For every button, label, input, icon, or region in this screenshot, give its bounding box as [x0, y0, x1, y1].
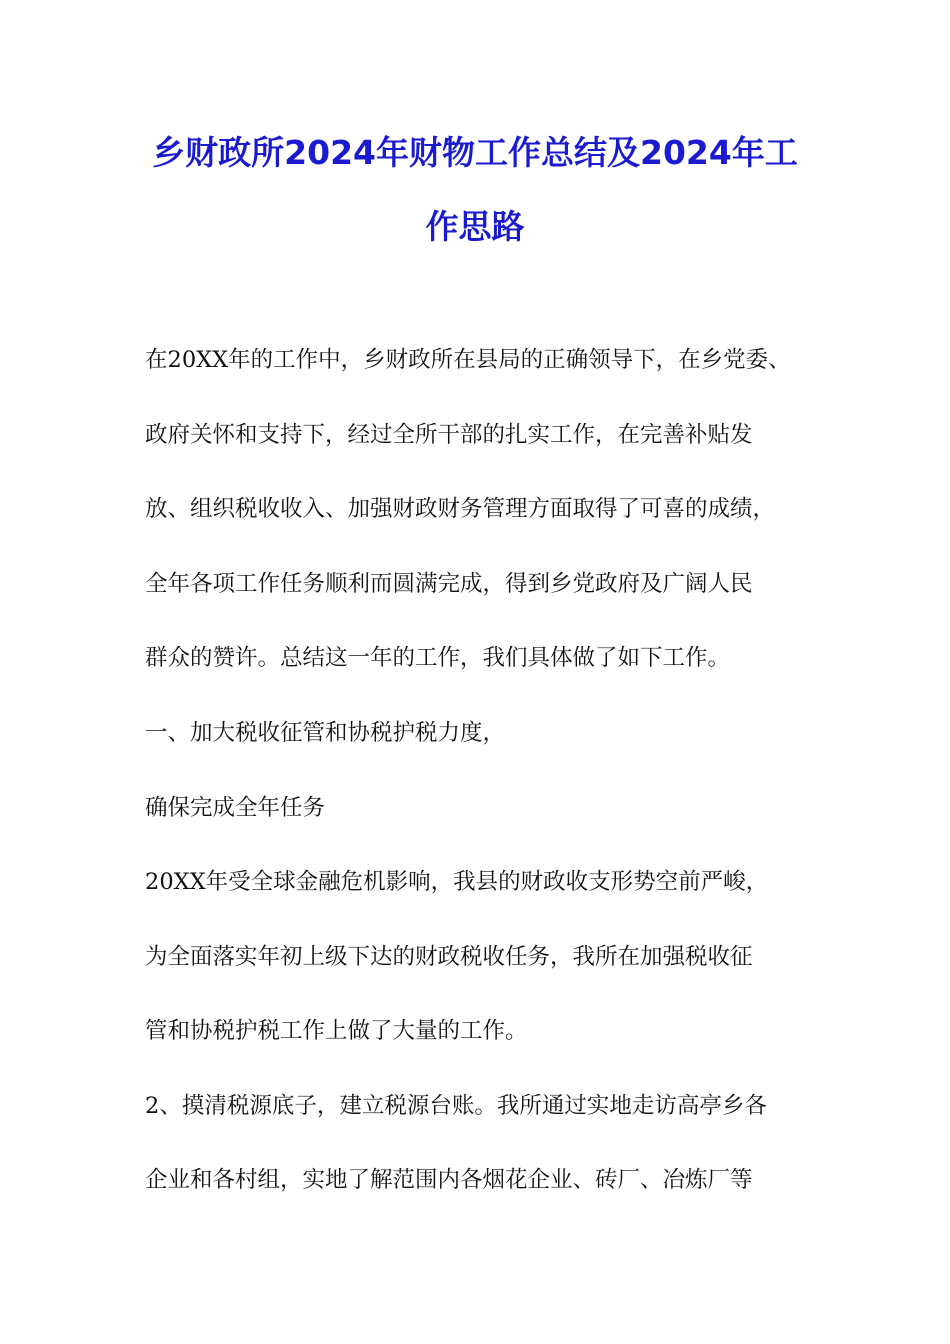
paragraph-line: 全年各项工作任务顺利而圆满完成，得到乡党政府及广阔人民	[145, 571, 753, 597]
document-title-line-2: 作思路	[425, 207, 525, 246]
paragraph-line: 在20XX年的工作中，乡财政所在县局的正确领导下，在乡党委、	[145, 347, 791, 373]
section-heading-line: 确保完成全年任务	[145, 795, 326, 821]
paragraph-line: 政府关怀和支持下，经过全所干部的扎实工作，在完善补贴发	[145, 422, 753, 448]
paragraph-line: 群众的赞许。总结这一年的工作，我们具体做了如下工作。	[145, 645, 731, 671]
paragraph-line: 管和协税护税工作上做了大量的工作。	[145, 1018, 528, 1044]
paragraph-line: 20XX年受全球金融危机影响，我县的财政收支形势空前严峻，	[145, 869, 769, 895]
document-title-line-1: 乡财政所2024年财物工作总结及2024年工	[152, 133, 798, 172]
paragraph-line: 为全面落实年初上级下达的财政税收任务，我所在加强税收征	[145, 944, 753, 970]
paragraph-line: 放、组织税收收入、加强财政财务管理方面取得了可喜的成绩，	[145, 496, 776, 522]
paragraph-line: 2、摸清税源底子，建立税源台账。我所通过实地走访高亭乡各	[145, 1093, 767, 1119]
paragraph-line: 企业和各村组，实地了解范围内各烟花企业、砖厂、冶炼厂等	[145, 1167, 753, 1193]
section-heading-line: 一、加大税收征管和协税护税力度，	[145, 720, 506, 746]
